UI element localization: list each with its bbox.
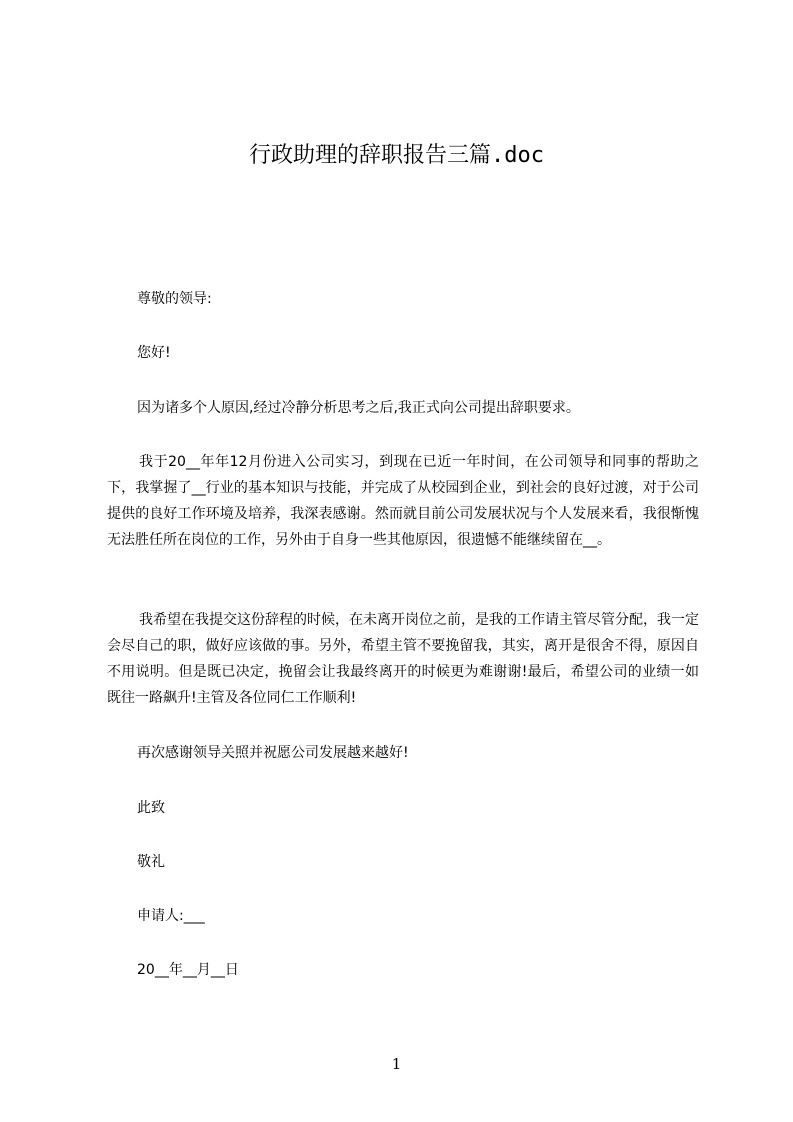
applicant-line: 申请人:___ — [137, 908, 205, 924]
body-paragraph-2: 我希望在我提交这份辞程的时候，在未离开岗位之前，是我的工作请主管尽管分配，我一定会尽自己的职，做好应该做的事。另外，希望主管不要挽留我，其实，离开是很舍不得，原因自不用说明。但是既已决定，挽留会让我最终离开的时候更为难谢谢!最后，希望公司的业绩一如既往一路飙升!主管及各位同仁工作顺利! — [107, 612, 699, 706]
intro-line: 因为诸多个人原因,经过冷静分析思考之后,我正式向公司提出辞职要求。 — [137, 400, 580, 416]
salutation: 尊敬的领导: — [137, 291, 212, 307]
document-title: 行政助理的辞职报告三篇.doc — [249, 143, 544, 168]
thanks-line: 再次感谢领导关照并祝愿公司发展越来越好! — [137, 745, 409, 761]
date-line: 20__年__月__日 — [137, 962, 239, 978]
closing-jing-li: 敬礼 — [137, 854, 165, 870]
greeting: 您好! — [137, 345, 171, 361]
body-paragraph-1: 我于20__年年12月份进入公司实习，到现在已近一年时间，在公司领导和同事的帮助之下，我掌握了__行业的基本知识与技能，并完成了从校园到企业，到社会的良好过渡，对于公司提供的良好工作环境及培养，我深表感谢。然而就目前公司发展状况与个人发展来看，我很惭愧无法胜任所在岗位的工作，另外由于自身一些其他原因，很遗憾不能继续留在__。 — [107, 454, 699, 548]
closing-ci-zhi: 此致 — [137, 800, 165, 816]
page-number: 1 — [391, 1055, 402, 1073]
